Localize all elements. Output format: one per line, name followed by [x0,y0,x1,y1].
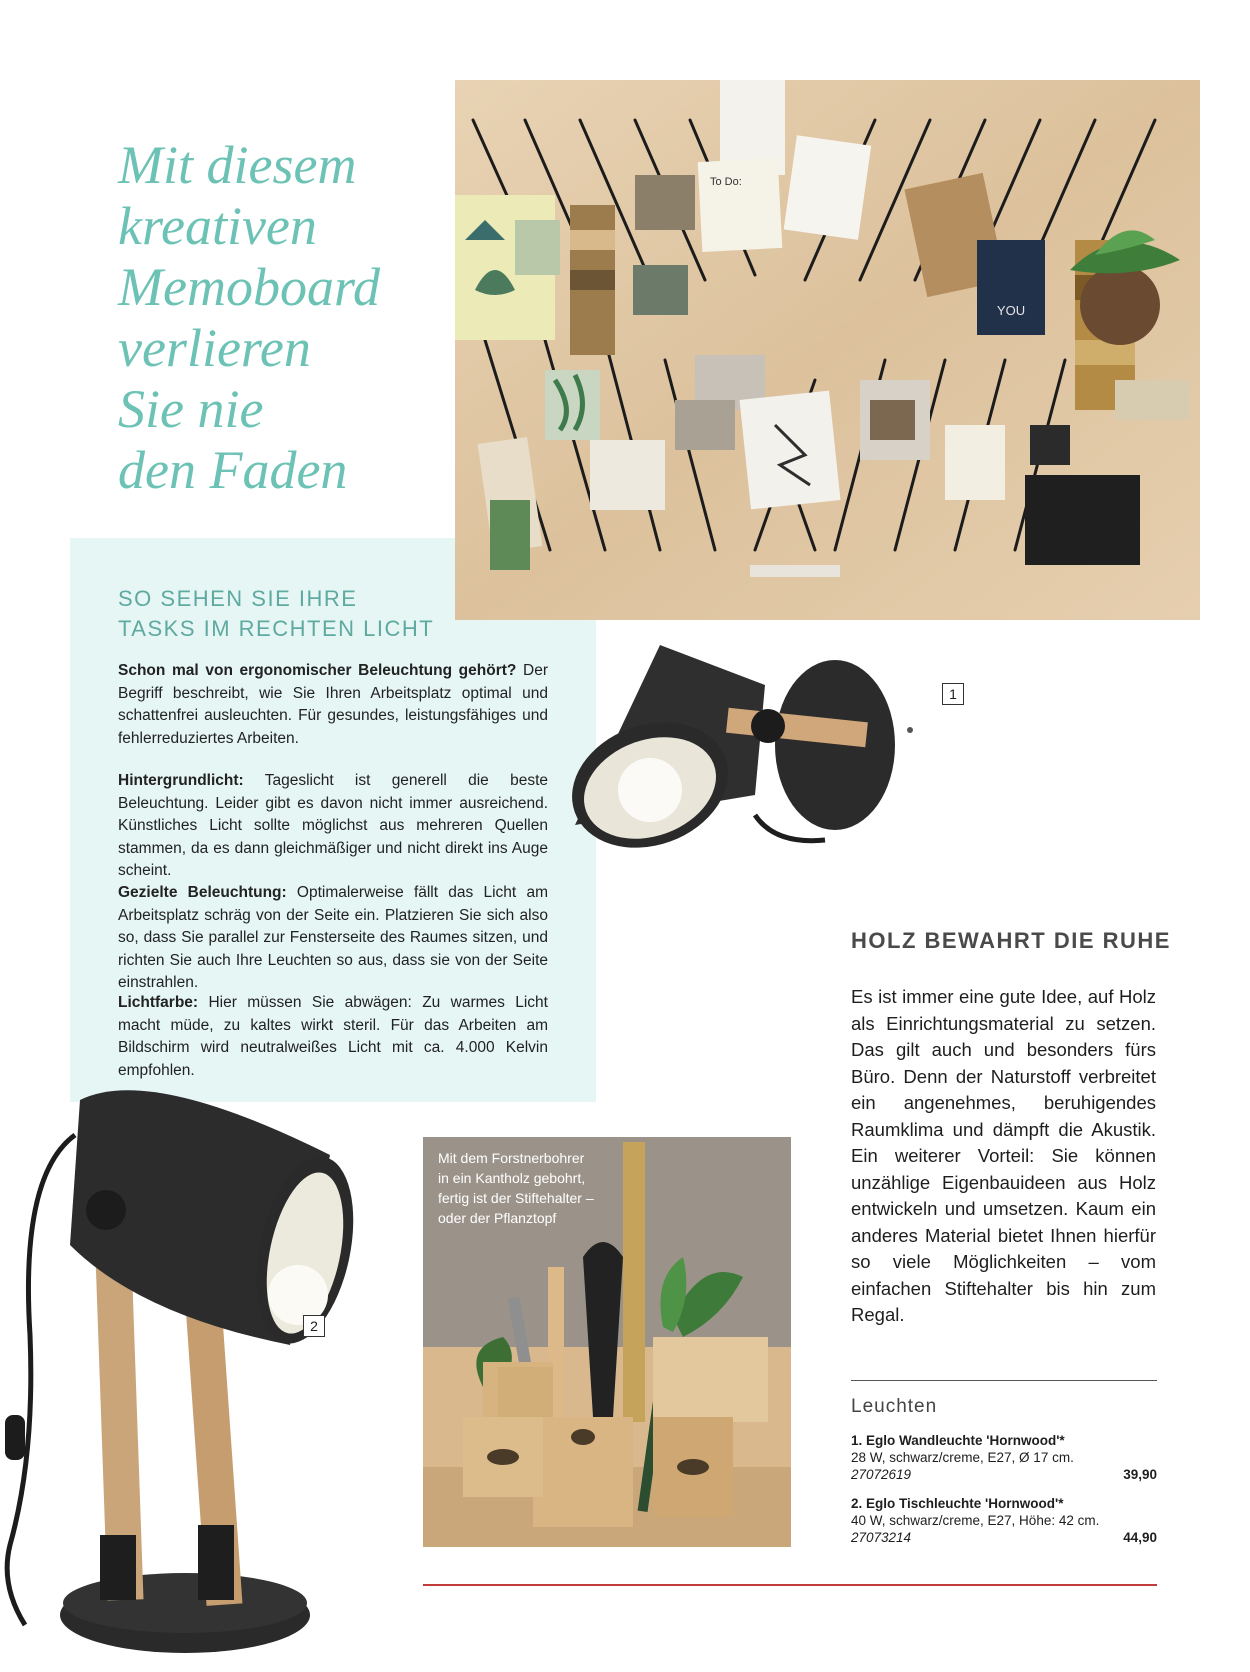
info-paragraph-text: Hier müssen Sie abwägen: Zu warmes Licht macht müde, zu kaltes wirkt steril. Für das Arbeiten am Bildschirm wird neutralweißes Licht mit ca. 4.000 Kelvin empfohlen. [118,994,548,1079]
product-list-heading: Leuchten [851,1396,938,1417]
product-item [851,1432,1157,1483]
product-sku: 27072619 [851,1467,912,1482]
headline-line: kreativen [118,196,317,256]
headline-line: verlieren [118,318,311,378]
info-paragraph [118,770,548,883]
info-paragraph-lead: Hintergrundlicht: [118,772,244,789]
memo-card-text: YOU [996,303,1026,318]
info-box-title-line: SO SEHEN SIE IHRE [118,586,358,611]
product-price: 39,90 [1123,1467,1157,1482]
product-price: 44,90 [1123,1530,1157,1545]
info-paragraph [118,882,548,995]
caption-line: oder der Pflanztopf [438,1210,557,1226]
wall-lamp-image [565,640,935,890]
product-badge: 2 [303,1315,325,1337]
caption-line: in ein Kantholz gebohrt, [438,1170,586,1186]
info-paragraph-text: Der Begriff beschreibt, wie Sie Ihren Arbeitsplatz optimal und schattenfrei ausleuchten. Für gesundes, leistungsfähiges und fehlerreduziertes Arbeiten. [118,662,548,747]
memoboard-image [455,80,1200,620]
info-paragraph [118,660,548,750]
wall-lamp-graphic [565,640,935,890]
memoboard-graphic [455,80,1200,620]
headline-line: Memoboard [118,257,380,317]
memo-note-text: To Do: [710,176,742,188]
product-sku: 27073214 [851,1530,912,1545]
product-name: 2. Eglo Tischleuchte 'Hornwood'* [851,1496,1064,1511]
headline-line: den Faden [118,440,348,500]
accent-rule [423,1584,1157,1586]
product-badge: 1 [942,683,964,705]
section-body: Es ist immer eine gute Idee, auf Holz als Einrichtungsmaterial zu setzen. Das gilt auch und besonders fürs Büro. Denn der Naturstoff verbreitet ein angenehmes, beruhigendes Raumklima und dämpft die Akustik. Ein weiterer Vorteil: Sie können unzählige Eigenbauideen aus Holz entwickeln und umsetzen. Kaum ein anderes Material bietet Ihnen hierfür so viele Möglichkeiten – vom einfachen Stiftehalter bis hin zum Regal. [851,986,1156,1325]
caption-line: fertig ist der Stiftehalter – [438,1190,594,1206]
info-box-title-line: TASKS IM RECHTEN LICHT [118,616,435,641]
headline-line: Sie nie [118,379,264,439]
photo-caption [438,1148,603,1228]
info-paragraph [118,992,548,1082]
info-paragraph-lead: Schon mal von ergonomischer Beleuchtung gehört? [118,662,517,679]
info-paragraph-text: Tageslicht ist generell die beste Beleuchtung. Leider gibt es davon nicht immer ausreichend. Künstliches Licht sollte möglichst aus mehreren Quellen stammen, da es dann gleichmäßiger und nicht direkt ins Auge scheint. [118,772,548,879]
section-title: HOLZ BEWAHRT DIE RUHE [851,928,1171,953]
divider [851,1380,1157,1381]
product-desc: 40 W, schwarz/creme, E27, Höhe: 42 cm. [851,1513,1100,1528]
product-desc: 28 W, schwarz/creme, E27, Ø 17 cm. [851,1450,1074,1465]
table-lamp-image [0,1075,360,1667]
info-paragraph-text: Optimalerweise fällt das Licht am Arbeitsplatz schräg von der Seite ein. Platzieren Sie sich also so, dass Sie parallel zur Fensterseite des Raumes sitzen, und richten Sie auch Ihre Leuchten so aus, dass sie von der Seite einstrahlen. [118,884,548,991]
info-paragraph-lead: Lichtfarbe: [118,994,199,1011]
headline-line: Mit diesem [118,135,357,195]
caption-line: Mit dem Forstnerbohrer [438,1150,585,1166]
headline [118,135,418,501]
product-name: 1. Eglo Wandleuchte 'Hornwood'* [851,1433,1065,1448]
product-item [851,1495,1157,1546]
info-paragraph-lead: Gezielte Beleuchtung: [118,884,287,901]
table-lamp-graphic [0,1075,360,1667]
info-box-title [118,584,538,644]
